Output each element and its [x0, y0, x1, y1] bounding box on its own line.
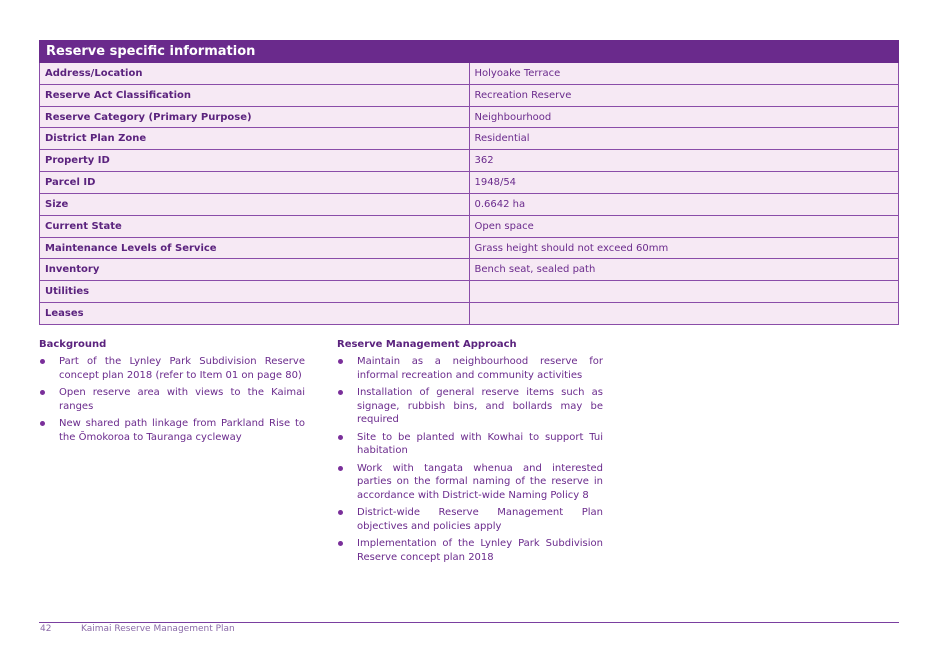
management-approach-list: [337, 355, 603, 564]
page-number: 42: [40, 624, 52, 634]
row-value: Open space: [469, 215, 899, 237]
bullet-icon: [338, 359, 343, 364]
table-row: [40, 172, 899, 194]
row-label: Size: [40, 193, 470, 215]
bullet-icon: [338, 541, 343, 546]
bullet-icon: [40, 359, 45, 364]
list-item-text: Site to be planted with Kowhai to support Tui habitation: [357, 431, 603, 456]
list-item-text: Implementation of the Lynley Park Subdivision Reserve concept plan 2018: [357, 538, 603, 563]
row-label: Reserve Category (Primary Purpose): [40, 106, 470, 128]
list-item: [39, 417, 305, 444]
list-item: [337, 537, 603, 564]
table-row: [40, 106, 899, 128]
row-label: Maintenance Levels of Service: [40, 237, 470, 259]
row-value: Bench seat, sealed path: [469, 259, 899, 281]
table-row: [40, 215, 899, 237]
row-value: 362: [469, 150, 899, 172]
list-item: [337, 506, 603, 533]
background-heading: Background: [39, 339, 107, 350]
row-value: Residential: [469, 128, 899, 150]
row-value: [469, 281, 899, 303]
bullet-icon: [40, 390, 45, 395]
table-body: [40, 63, 899, 325]
list-item-text: Work with tangata whenua and interested parties on the formal naming of the reserve in accordance with District-wide Naming Policy 8: [357, 462, 603, 501]
table-row: [40, 303, 899, 325]
document-title: Kaimai Reserve Management Plan: [81, 624, 235, 634]
list-item: [39, 355, 305, 382]
table-row: [40, 281, 899, 303]
table-header-row: [40, 41, 899, 63]
list-item: [337, 431, 603, 458]
list-item-text: Maintain as a neighbourhood reserve for informal recreation and community activities: [357, 356, 603, 381]
bullet-icon: [338, 390, 343, 395]
bullet-icon: [40, 421, 45, 426]
row-value: Neighbourhood: [469, 106, 899, 128]
table-row: [40, 128, 899, 150]
list-item-text: Part of the Lynley Park Subdivision Reserve concept plan 2018 (refer to Item 01 on page 80): [59, 356, 305, 381]
row-label: Reserve Act Classification: [40, 84, 470, 106]
row-label: Inventory: [40, 259, 470, 281]
row-value: Holyoake Terrace: [469, 63, 899, 85]
background-list: [39, 355, 305, 444]
footer-divider: [39, 622, 899, 623]
table-row: [40, 259, 899, 281]
row-label: Parcel ID: [40, 172, 470, 194]
reserve-info-table: [39, 40, 899, 325]
row-label: Current State: [40, 215, 470, 237]
bullet-icon: [338, 466, 343, 471]
row-value: 1948/54: [469, 172, 899, 194]
table-row: [40, 237, 899, 259]
management-approach-heading: Reserve Management Approach: [337, 339, 517, 350]
list-item: [39, 386, 305, 413]
row-value: Recreation Reserve: [469, 84, 899, 106]
management-approach-section: [337, 339, 603, 568]
bullet-icon: [338, 435, 343, 440]
table-row: [40, 84, 899, 106]
row-label: District Plan Zone: [40, 128, 470, 150]
row-value: Grass height should not exceed 60mm: [469, 237, 899, 259]
row-label: Property ID: [40, 150, 470, 172]
bullet-icon: [338, 510, 343, 515]
list-item-text: District-wide Reserve Management Plan objectives and policies apply: [357, 507, 603, 532]
table-row: [40, 150, 899, 172]
row-label: Address/Location: [40, 63, 470, 85]
row-value: 0.6642 ha: [469, 193, 899, 215]
table-row: [40, 63, 899, 85]
list-item-text: New shared path linkage from Parkland Rise to the Ōmokoroa to Tauranga cycleway: [59, 418, 305, 443]
background-section: [39, 339, 305, 448]
list-item: [337, 386, 603, 427]
row-label: Utilities: [40, 281, 470, 303]
row-value: [469, 303, 899, 325]
list-item-text: Open reserve area with views to the Kaimai ranges: [59, 387, 305, 412]
row-label: Leases: [40, 303, 470, 325]
list-item-text: Installation of general reserve items such as signage, rubbish bins, and bollards may be required: [357, 387, 603, 425]
list-item: [337, 462, 603, 503]
table-title: Reserve specific information: [40, 41, 899, 63]
list-item: [337, 355, 603, 382]
table-row: [40, 193, 899, 215]
